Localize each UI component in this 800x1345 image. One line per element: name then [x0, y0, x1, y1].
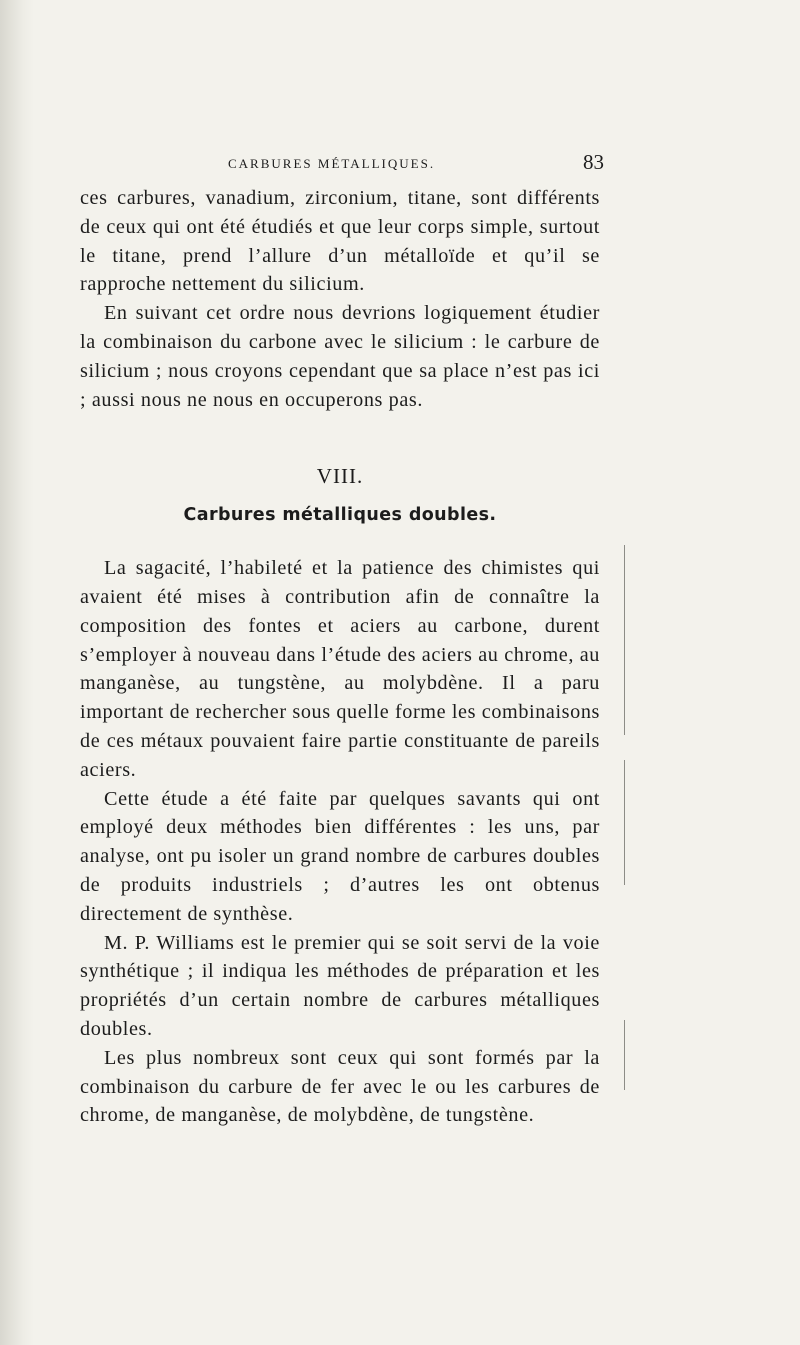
- section-number: VIII.: [316, 464, 364, 489]
- margin-pencil-line: [624, 1020, 625, 1090]
- margin-pencil-line: [624, 760, 625, 885]
- margin-pencil-line: [624, 545, 625, 735]
- section-title: Carbures métalliques doubles.: [183, 505, 497, 526]
- paragraph: La sagacité, l’habileté et la patience des chimistes qui avaient été mises à contribution afin de connaître la composition des fontes et aciers au carbone, durent s’employer à nouveau dans l’étude des aciers au chrome, au manganèse, au tungstène, au molybdène. Il a paru important de rechercher sous quelle forme les combinaisons de ces métaux pouvaient faire partie constituante de pareils aciers.: [80, 557, 600, 781]
- paragraph: ces carbures, vanadium, zirconium, titane, sont différents de ceux qui ont été étudiés et que leur corps simple, surtout le titane, prend l’allure d’un métalloïde et qu’il se rapproche nettement du silicium.: [80, 187, 600, 296]
- page-number: 83: [583, 150, 604, 174]
- text-column: [80, 184, 600, 1130]
- paragraph: Cette étude a été faite par quelques savants qui ont employé deux méthodes bien différentes : les uns, par analyse, ont pu isoler un grand nombre de carbures doubles de produits industriels ; d’autres les ont obtenus directement de synthèse.: [80, 787, 600, 925]
- paragraph: Les plus nombreux sont ceux qui sont formés par la combinaison du carbure de fer avec le ou les carbures de chrome, de manganèse, de molybdène, de tungstène.: [80, 1046, 600, 1127]
- running-head: CARBURES MÉTALLIQUES.: [228, 156, 436, 171]
- paragraph: M. P. Williams est le premier qui se soit servi de la voie synthétique ; il indiqua les méthodes de préparation et les propriétés d’un certain nombre de carbures métalliques doubles.: [80, 931, 600, 1040]
- paragraph: En suivant cet ordre nous devrions logiquement étudier la combinaison du carbone avec le silicium : le carbure de silicium ; nous croyons cependant que sa place n’est pas ici ; aussi nous ne nous en occuperons pas.: [80, 302, 600, 411]
- page-edge-shadow: [0, 0, 34, 1345]
- page-header: [80, 150, 604, 176]
